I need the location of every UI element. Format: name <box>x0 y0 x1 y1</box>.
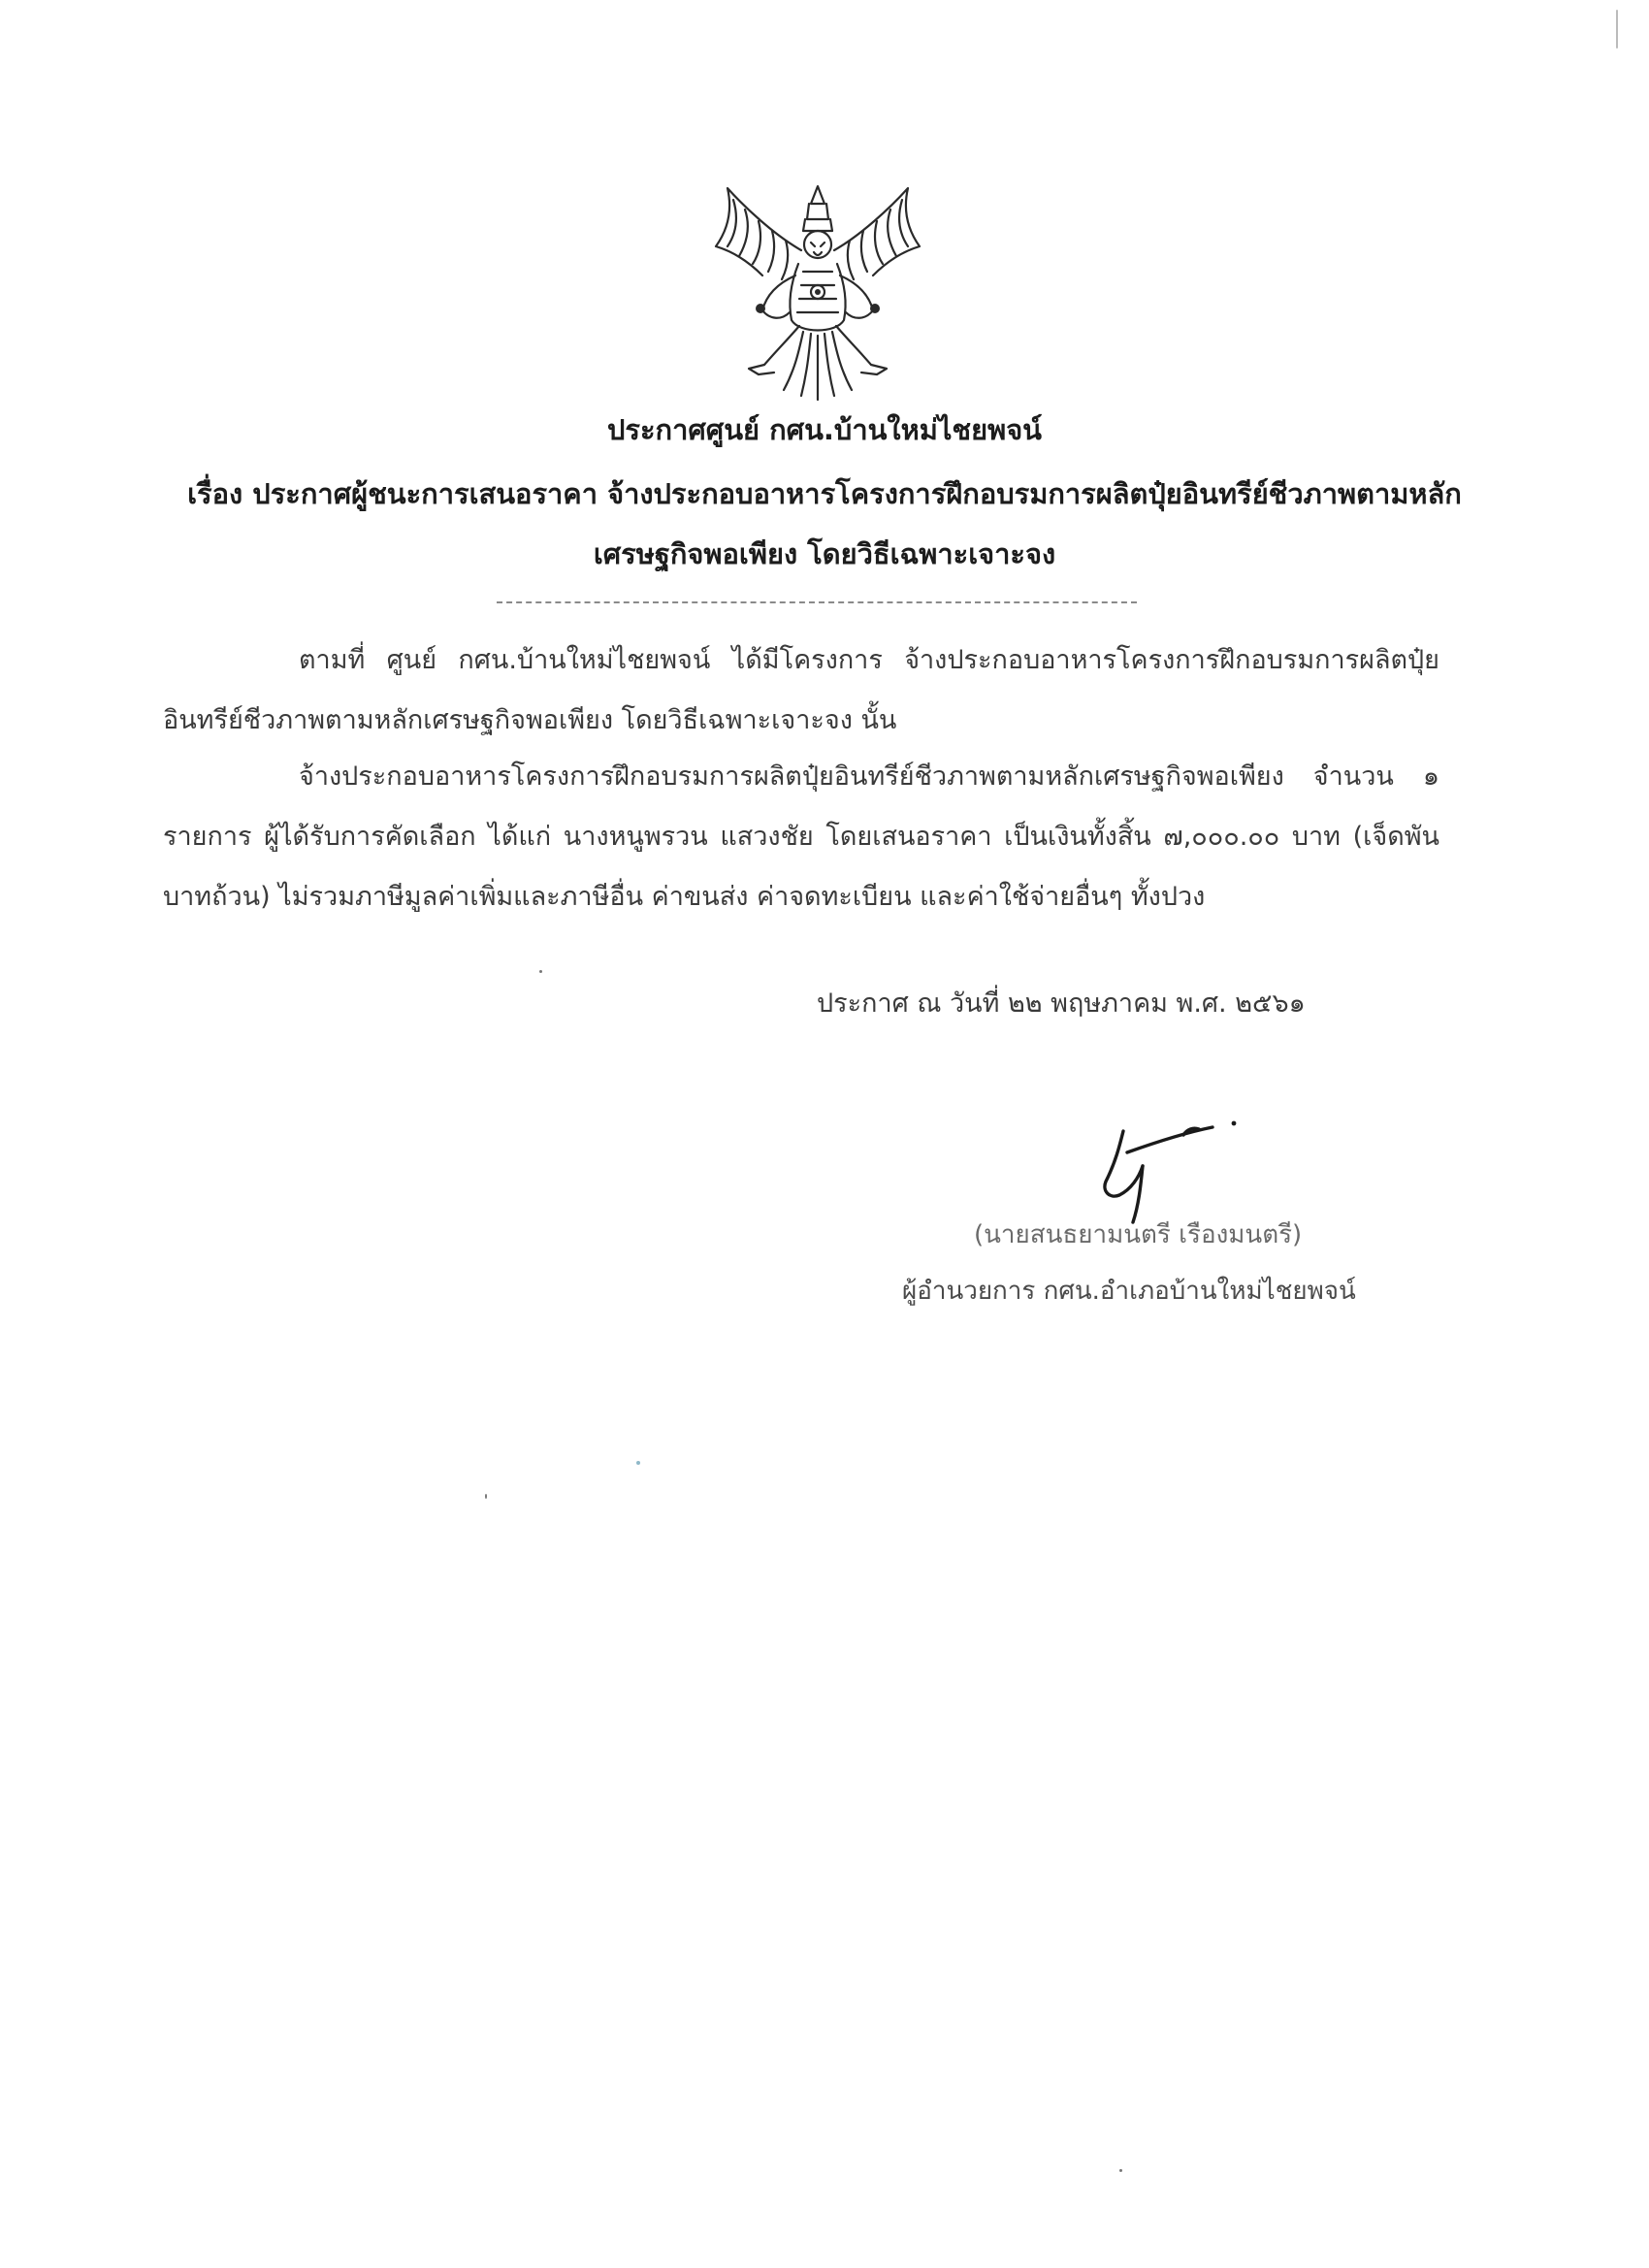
paragraph-2-text: จ้างประกอบอาหารโครงการฝึกอบรมการผลิตปุ๋ยอินทรีย์ชีวภาพตามหลักเศรษฐกิจพอเพียง จำนวน ๑ รายการ ผู้ได้รับการคัดเลือก ได้แก่ นางหนูพรวน แสวงชัย โดยเสนอราคา เป็นเงินทั้งสิ้น ๗,๐๐๐.๐๐ บาท (เจ็ดพันบาทถ้วน) ไม่รวมภาษีมูลค่าเพิ่มและภาษีอื่น ค่าขนส่ง ค่าจดทะเบียน และค่าใช้จ่ายอื่นๆ ทั้งปวง <box>163 761 1439 912</box>
scan-speck <box>485 1494 487 1499</box>
scan-speck <box>1119 2169 1122 2172</box>
body-paragraph-1 <box>163 631 1439 751</box>
garuda-emblem <box>706 175 929 407</box>
body-paragraph-2 <box>163 747 1439 927</box>
signatory-name: (นายสนธยามนตรี เรืองมนตรี) <box>974 1220 1303 1249</box>
announcement-title: ประกาศศูนย์ กศน.บ้านใหม่ไชยพจน์ <box>606 413 1043 446</box>
subject-heading <box>165 464 1484 584</box>
scan-speck <box>1616 10 1618 49</box>
handwritten-signature <box>1086 1114 1251 1230</box>
paragraph-1-text: ตามที่ ศูนย์ กศน.บ้านใหม่ไชยพจน์ ได้มีโครงการ จ้างประกอบอาหารโครงการฝึกอบรมการผลิตปุ๋ยอินทรีย์ชีวภาพตามหลักเศรษฐกิจพอเพียง โดยวิธีเฉพาะเจาะจง นั้น <box>163 645 1439 735</box>
announcement-date: ประกาศ ณ วันที่ ๒๒ พฤษภาคม พ.ศ. ๒๕๖๑ <box>817 988 1306 1019</box>
signatory-position: ผู้อำนวยการ กศน.อำเภอบ้านใหม่ไชยพจน์ <box>902 1277 1356 1306</box>
scan-speck <box>539 970 542 973</box>
subject-line-1: เรื่อง ประกาศผู้ชนะการเสนอราคา จ้างประกอบอาหารโครงการฝึกอบรมการผลิตปุ๋ยอินทรีย์ชีวภาพตามหลัก <box>187 477 1462 510</box>
subject-line-2: เศรษฐกิจพอเพียง โดยวิธีเฉพาะเจาะจง <box>593 537 1056 570</box>
scan-speck <box>636 1461 640 1465</box>
dashed-divider <box>497 601 1137 603</box>
